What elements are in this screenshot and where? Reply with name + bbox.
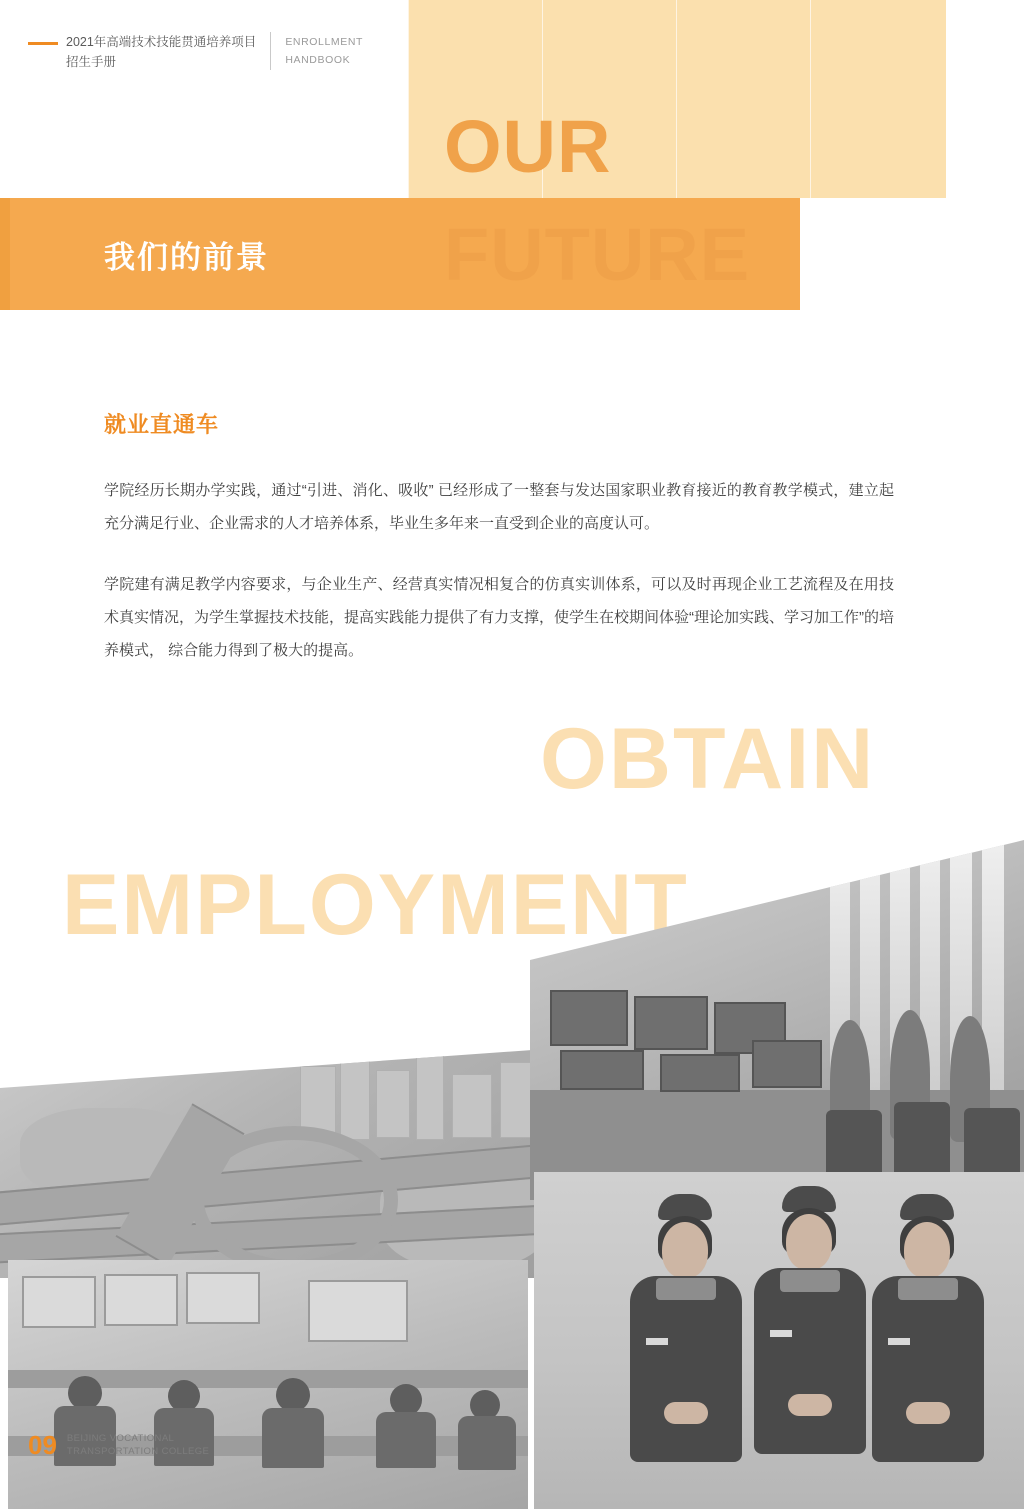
watermark-word-employment: EMPLOYMENT xyxy=(62,857,689,953)
page-footer xyxy=(28,1432,209,1458)
header-divider-line xyxy=(810,0,811,198)
section-title: 就业直通车 xyxy=(104,412,220,437)
header-orange-band-edge xyxy=(0,198,10,310)
body-paragraph-2: 学院建有满足教学内容要求，与企业生产、经营真实情况相复合的仿真实训体系，可以及时再现企业工艺流程及在用技术真实情况，为学生掌握技术技能，提高实践能力提供了有力支撑，使学生在校期间体验“理论加实践、学习加工作”的培养模式， 综合能力得到了极大的提高。 xyxy=(104,576,894,659)
college-name-line2: TRANSPORTATION COLLEGE xyxy=(66,1446,210,1457)
brand-title-line2: 招生手册 xyxy=(66,55,117,69)
brand-en-line2: HANDBOOK xyxy=(285,54,351,66)
highway-interchange-photo xyxy=(0,1048,560,1278)
header-divider-line xyxy=(408,0,409,198)
college-name-line1: BEIJING VOCATIONAL xyxy=(66,1433,175,1444)
header-divider-line xyxy=(676,0,677,198)
watermark-word-obtain: OBTAIN xyxy=(540,711,876,807)
computer-lab-photo xyxy=(8,1260,528,1509)
brand-accent-bar xyxy=(28,42,58,45)
brand-divider xyxy=(270,32,271,70)
page-number: 09 xyxy=(28,1430,57,1460)
page-title-en-line2: FUTURE xyxy=(444,213,751,296)
photo-collage xyxy=(0,840,1024,1509)
body-paragraph-1: 学院经历长期办学实践，通过“引进、消化、吸收” 已经形成了一整套与发达国家职业教育接近的教育教学模式，建立起充分满足行业、企业需求的人才培养体系，毕业生多年来一直受到企业的高度认可。 xyxy=(104,482,894,532)
header-white-block xyxy=(0,0,408,198)
brand-title-line1: 2021年高端技术技能贯通培养项目 xyxy=(66,35,257,49)
page-header xyxy=(0,0,1024,310)
brand-block xyxy=(28,32,363,72)
page-title-en-line1: OUR xyxy=(444,105,612,188)
brand-en-line1: ENROLLMENT xyxy=(285,36,364,48)
page-title: 我们的前景 xyxy=(104,240,269,275)
flight-crew-photo xyxy=(534,1172,1024,1509)
control-room-photo xyxy=(530,840,1024,1200)
